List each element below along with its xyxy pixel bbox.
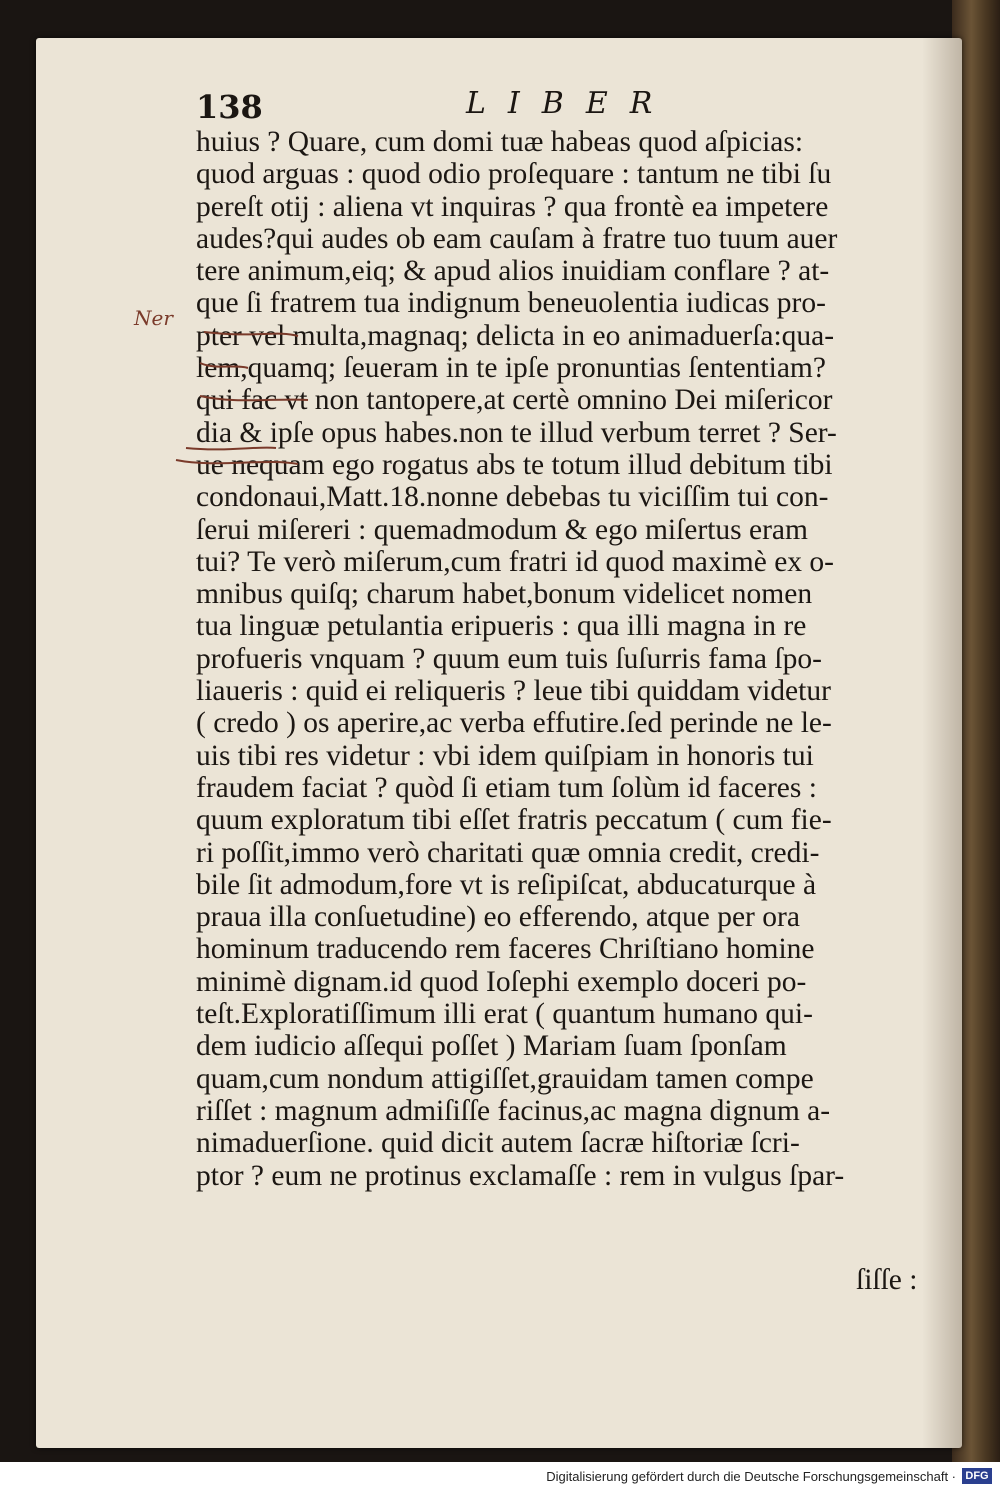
text-line: praua illa conſuetudine) eo efferendo, atque per ora (196, 901, 800, 934)
text-line: tua linguæ petulantia eripueris : qua illi magna in re (196, 610, 807, 643)
text-line: nimaduerſione. quid dicit autem ſacræ hiſtoriæ ſcri- (196, 1127, 800, 1160)
text-line: quam,cum nondum attigiſſet,grauidam tamen compe (196, 1062, 814, 1095)
page-number: 138 (196, 88, 263, 126)
text-line: ptor ? eum ne protinus exclamaſſe : rem in vulgus ſpar- (196, 1159, 845, 1192)
text-line: quod arguas : quod odio proſequare : tantum ne tibi ſu (196, 158, 832, 191)
text-line: bile ſit admodum,fore vt is reſipiſcat, abducaturque à (196, 868, 817, 901)
text-line: audes?qui audes ob eam cauſam à fratre tuo tuum auer (196, 222, 838, 255)
text-line: fraudem faciat ? quòd ſi etiam tum ſolùm id faceres : (196, 771, 817, 804)
book-page (36, 38, 962, 1448)
text-line: tui? Te verò miſerum,cum fratri id quod maximè ex o- (196, 545, 835, 578)
text-line: condonaui,Matt.18.nonne debebas tu viciſſim tui con- (196, 481, 829, 514)
text-line: ( credo ) os aperire,ac verba effutire.ſed perinde ne le- (196, 707, 832, 740)
body-text (196, 126, 956, 1192)
text-line: pereſt otij : aliena vt inquiras ? qua frontè ea impetere (196, 190, 829, 223)
page-header (196, 88, 896, 128)
footer-bar (0, 1462, 1000, 1492)
dfg-logo: DFG (962, 1468, 992, 1484)
text-line: ſerui miſereri : quemadmodum & ego miſertus eram (196, 513, 808, 546)
text-line: huius ? Quare, cum domi tuæ habeas quod aſpicias: (196, 126, 804, 158)
text-line: uis tibi res videtur : vbi idem quiſpiam in honoris tui (196, 739, 814, 772)
text-line: qui fac vt non tantopere,at certè omnino Dei miſericor (196, 384, 833, 417)
margin-annotation: Ner (134, 306, 173, 330)
text-line: riſſet : magnum admiſiſſe facinus,ac magna dignum a- (196, 1094, 831, 1127)
text-line: teſt.Exploratiſſimum illi erat ( quantum humano qui- (196, 998, 813, 1031)
text-line: minimè dignam.id quod Ioſephi exemplo doceri po- (196, 965, 807, 998)
text-line: tere animum,eiq; & apud alios inuidiam conflare ? at- (196, 255, 830, 288)
catchword: ſiſſe : (856, 1264, 918, 1296)
text-line: que ſi fratrem tua indignum beneuolentia iudicas pro- (196, 287, 826, 320)
text-line: quum exploratum tibi eſſet fratris peccatum ( cum fie- (196, 804, 832, 837)
text-line: ri poſſit,immo verò charitati quæ omnia credit, credi- (196, 836, 820, 869)
text-line: hominum traducendo rem faceres Chriſtiano homine (196, 933, 815, 966)
text-line: pter vel multa,magnaq; delicta in eo animaduerſa:qua- (196, 319, 835, 352)
text-line: dem iudicio aſſequi poſſet ) Mariam ſuam ſponſam (196, 1030, 787, 1063)
text-line: lem,quamq; ſeueram in te ipſe pronuntias ſententiam? (196, 352, 826, 385)
footer-credit: Digitalisierung gefördert durch die Deutsche Forschungsgemeinschaft · (546, 1469, 956, 1484)
text-line: mnibus quiſq; charum habet,bonum videlicet nomen (196, 578, 813, 611)
text-line: ue nequam ego rogatus abs te totum illud debitum tibi (196, 448, 833, 481)
text-line: liaueris : quid ei reliqueris ? leue tibi quiddam videtur (196, 675, 831, 708)
running-head: LIBER (466, 86, 675, 121)
text-line: profueris vnquam ? quum eum tuis ſuſurris fama ſpo- (196, 642, 822, 675)
text-line: dia & ipſe opus habes.non te illud verbum terret ? Ser- (196, 416, 837, 449)
